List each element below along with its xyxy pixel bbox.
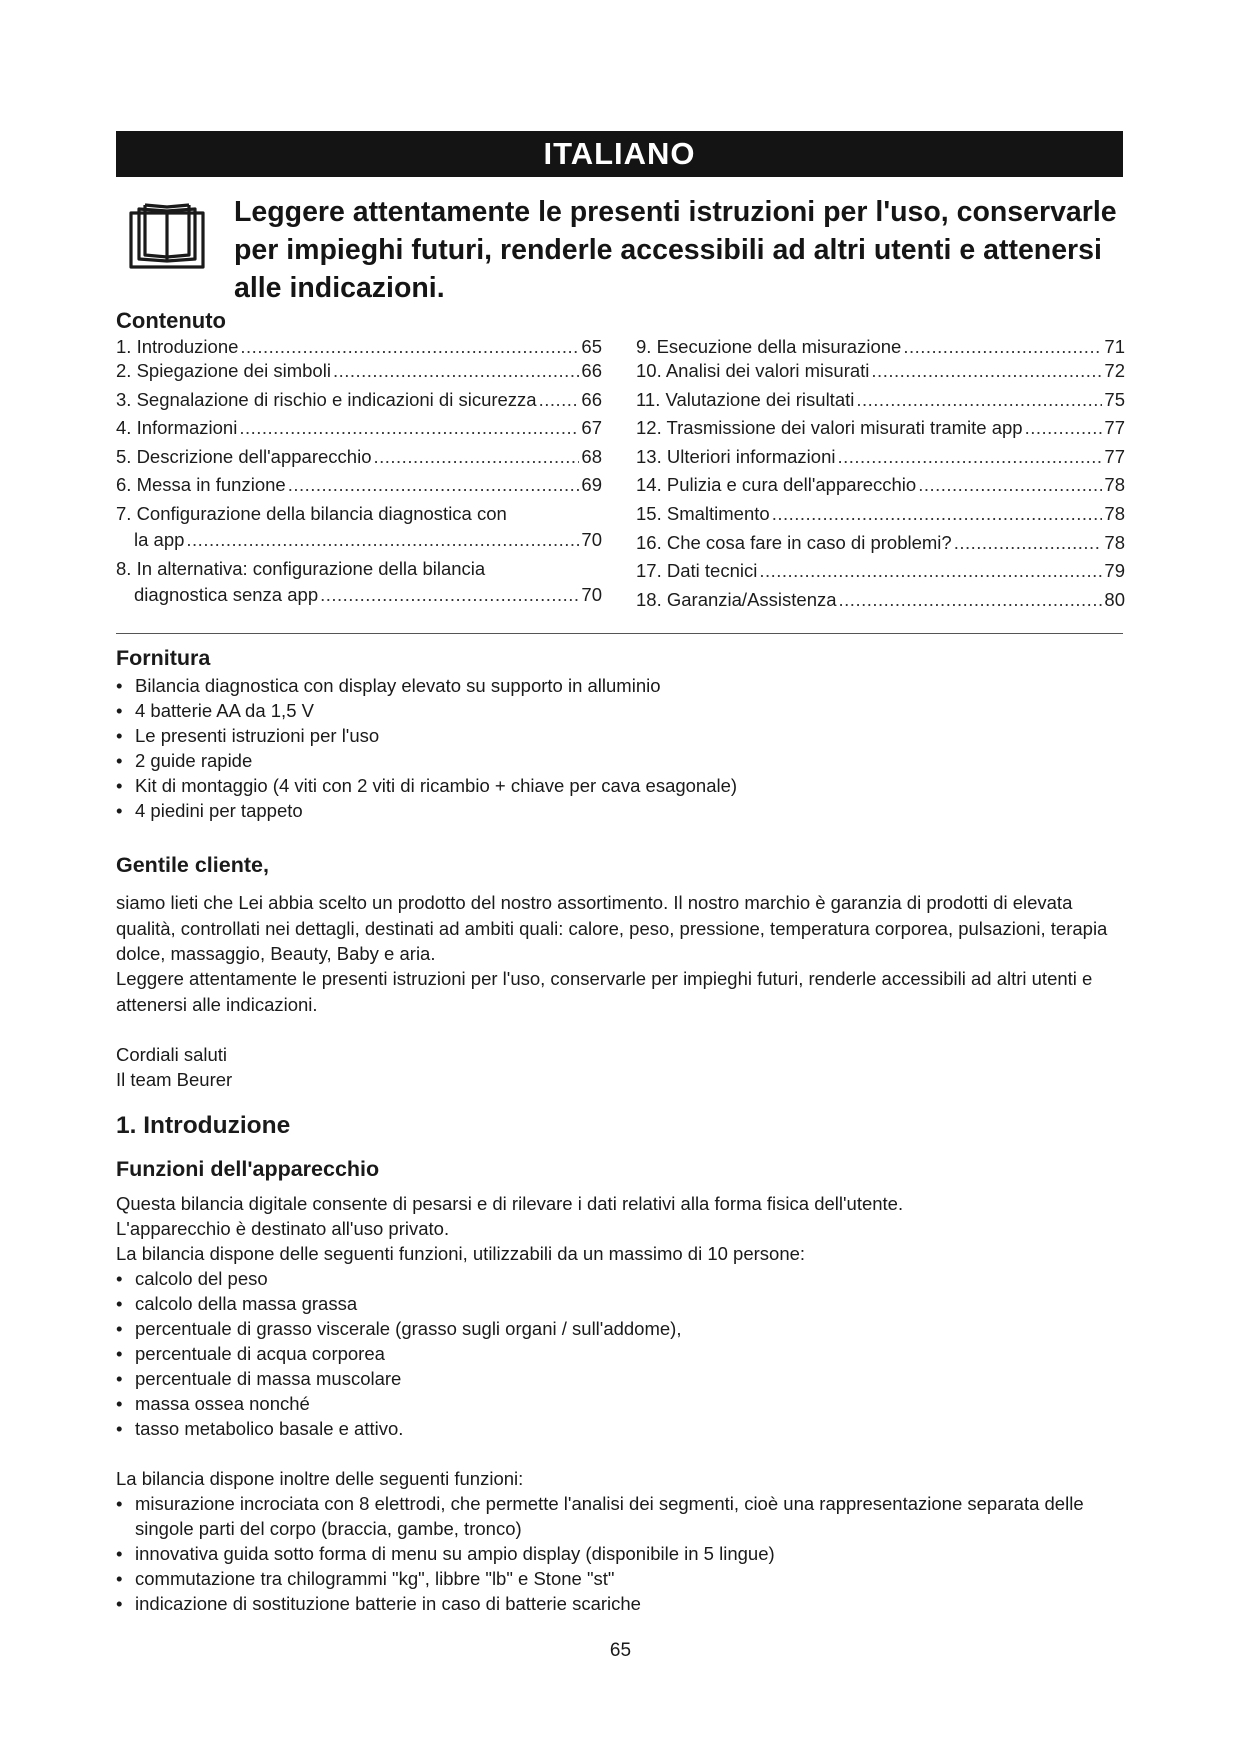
list-item: • Bilancia diagnostica con display elevato su supporto in alluminio: [116, 673, 737, 698]
section-paragraph: Questa bilancia digitale consente di pesarsi e di rilevare i dati relativi alla forma fisica dell'utente.: [116, 1193, 904, 1214]
extra-functions-list: [116, 1491, 1126, 1616]
list-item: • percentuale di grasso viscerale (grasso sugli organi / sull'addome),: [116, 1316, 681, 1341]
page-number: 65: [609, 1640, 632, 1661]
toc-right-column: [636, 336, 1125, 617]
list-item: • Le presenti istruzioni per l'uso: [116, 723, 737, 748]
toc-item[interactable]: 15. Smaltimento ..... 78: [636, 503, 1125, 532]
supply-list: [116, 673, 737, 823]
greeting-body: siamo lieti che Lei abbia scelto un prodotto del nostro assortimento. Il nostro marchio è garanzia di prodotti di elevata qualità, controllati nei dettagli, destinati ad ambiti quali: calore, peso, pressione, temperatura corporea, pulsazioni, terapia dolce, massaggio, Beauty, Baby e aria.: [116, 892, 1108, 964]
list-item: • tasso metabolico basale e attivo.: [116, 1416, 681, 1441]
toc-item[interactable]: 5. Descrizione dell'apparecchio ..... 68: [116, 446, 602, 475]
list-item: • massa ossea nonché: [116, 1391, 681, 1416]
list-item: • 4 batterie AA da 1,5 V: [116, 698, 737, 723]
toc-item[interactable]: 6. Messa in funzione ..... 69: [116, 474, 602, 503]
toc-item[interactable]: 2. Spiegazione dei simboli ..... 66: [116, 360, 602, 389]
section-title: 1. Introduzione: [116, 1112, 291, 1139]
toc-item[interactable]: 17. Dati tecnici ..... 79: [636, 560, 1125, 589]
greeting-heading: Gentile cliente,: [116, 853, 269, 877]
toc-item[interactable]: 3. Segnalazione di rischio e indicazioni di sicurezza ..... 66: [116, 389, 602, 418]
list-item: • calcolo della massa grassa: [116, 1291, 681, 1316]
section-paragraph: L'apparecchio è destinato all'uso privato.: [116, 1218, 450, 1239]
toc-item[interactable]: 18. Garanzia/Assistenza ..... 80: [636, 589, 1125, 618]
open-book-icon: [129, 199, 205, 271]
contents-heading: Contenuto: [116, 308, 226, 333]
greeting-body-2: Leggere attentamente le presenti istruzioni per l'uso, conservarle per impieghi futuri, renderle accessibili ad altri utenti e attenersi alle indicazioni.: [116, 968, 1093, 1015]
list-item: • Kit di montaggio (4 viti con 2 viti di ricambio + chiave per cava esagonale): [116, 773, 737, 798]
toc-item-continued[interactable]: diagnostica senza app ..... 70: [116, 584, 602, 613]
toc-item[interactable]: 9. Esecuzione della misurazione ..... 71: [636, 336, 1125, 360]
list-item: • calcolo del peso: [116, 1266, 681, 1291]
read-instructions-note: Leggere attentamente le presenti istruzioni per l'uso, conservarle per impieghi futuri, renderle accessibili ad altri utenti e attenersi alle indicazioni.: [234, 196, 1117, 304]
toc-item[interactable]: 12. Trasmissione dei valori misurati tramite app ..... 77: [636, 417, 1125, 446]
section-paragraph: La bilancia dispone delle seguenti funzioni, utilizzabili da un massimo di 10 persone:: [116, 1243, 806, 1264]
list-item: • innovativa guida sotto forma di menu su ampio display (disponibile in 5 lingue): [116, 1541, 1126, 1566]
list-item: • percentuale di massa muscolare: [116, 1366, 681, 1391]
section-divider: [116, 633, 1123, 634]
list-item: • 2 guide rapide: [116, 748, 737, 773]
signature-line: Il team Beurer: [116, 1069, 233, 1090]
toc-left-column: [116, 336, 602, 612]
closing-line: Cordiali saluti: [116, 1044, 228, 1065]
toc-item[interactable]: 4. Informazioni ..... 67: [116, 417, 602, 446]
language-banner: ITALIANO: [116, 131, 1123, 177]
toc-item[interactable]: 16. Che cosa fare in caso di problemi? ..... 78: [636, 532, 1125, 561]
toc-item[interactable]: 8. In alternativa: configurazione della bilancia: [116, 557, 486, 579]
list-item: • commutazione tra chilogrammi "kg", libbre "lb" e Stone "st": [116, 1566, 1126, 1591]
list-item: • indicazione di sostituzione batterie in caso di batterie scariche: [116, 1591, 1126, 1616]
toc-item[interactable]: 1. Introduzione ..... 65: [116, 336, 602, 360]
list-item: • misurazione incrociata con 8 elettrodi, che permette l'analisi dei segmenti, cioè una rappresentazione separata delle singole parti del corpo (braccia, gambe, tronco): [116, 1491, 1126, 1541]
toc-item[interactable]: 11. Valutazione dei risultati ..... 75: [636, 389, 1125, 418]
toc-item[interactable]: 7. Configurazione della bilancia diagnostica con: [116, 502, 507, 524]
section-paragraph: La bilancia dispone inoltre delle seguenti funzioni:: [116, 1468, 524, 1489]
toc-item[interactable]: 14. Pulizia e cura dell'apparecchio ..... 78: [636, 474, 1125, 503]
list-item: • 4 piedini per tappeto: [116, 798, 737, 823]
supply-heading: Fornitura: [116, 646, 211, 670]
toc-item[interactable]: 13. Ulteriori informazioni ..... 77: [636, 446, 1125, 475]
toc-item[interactable]: 10. Analisi dei valori misurati ..... 72: [636, 360, 1125, 389]
section-subtitle: Funzioni dell'apparecchio: [116, 1157, 380, 1181]
list-item: • percentuale di acqua corporea: [116, 1341, 681, 1366]
functions-list: [116, 1266, 681, 1441]
toc-item-continued[interactable]: la app ..... 70: [116, 529, 602, 558]
